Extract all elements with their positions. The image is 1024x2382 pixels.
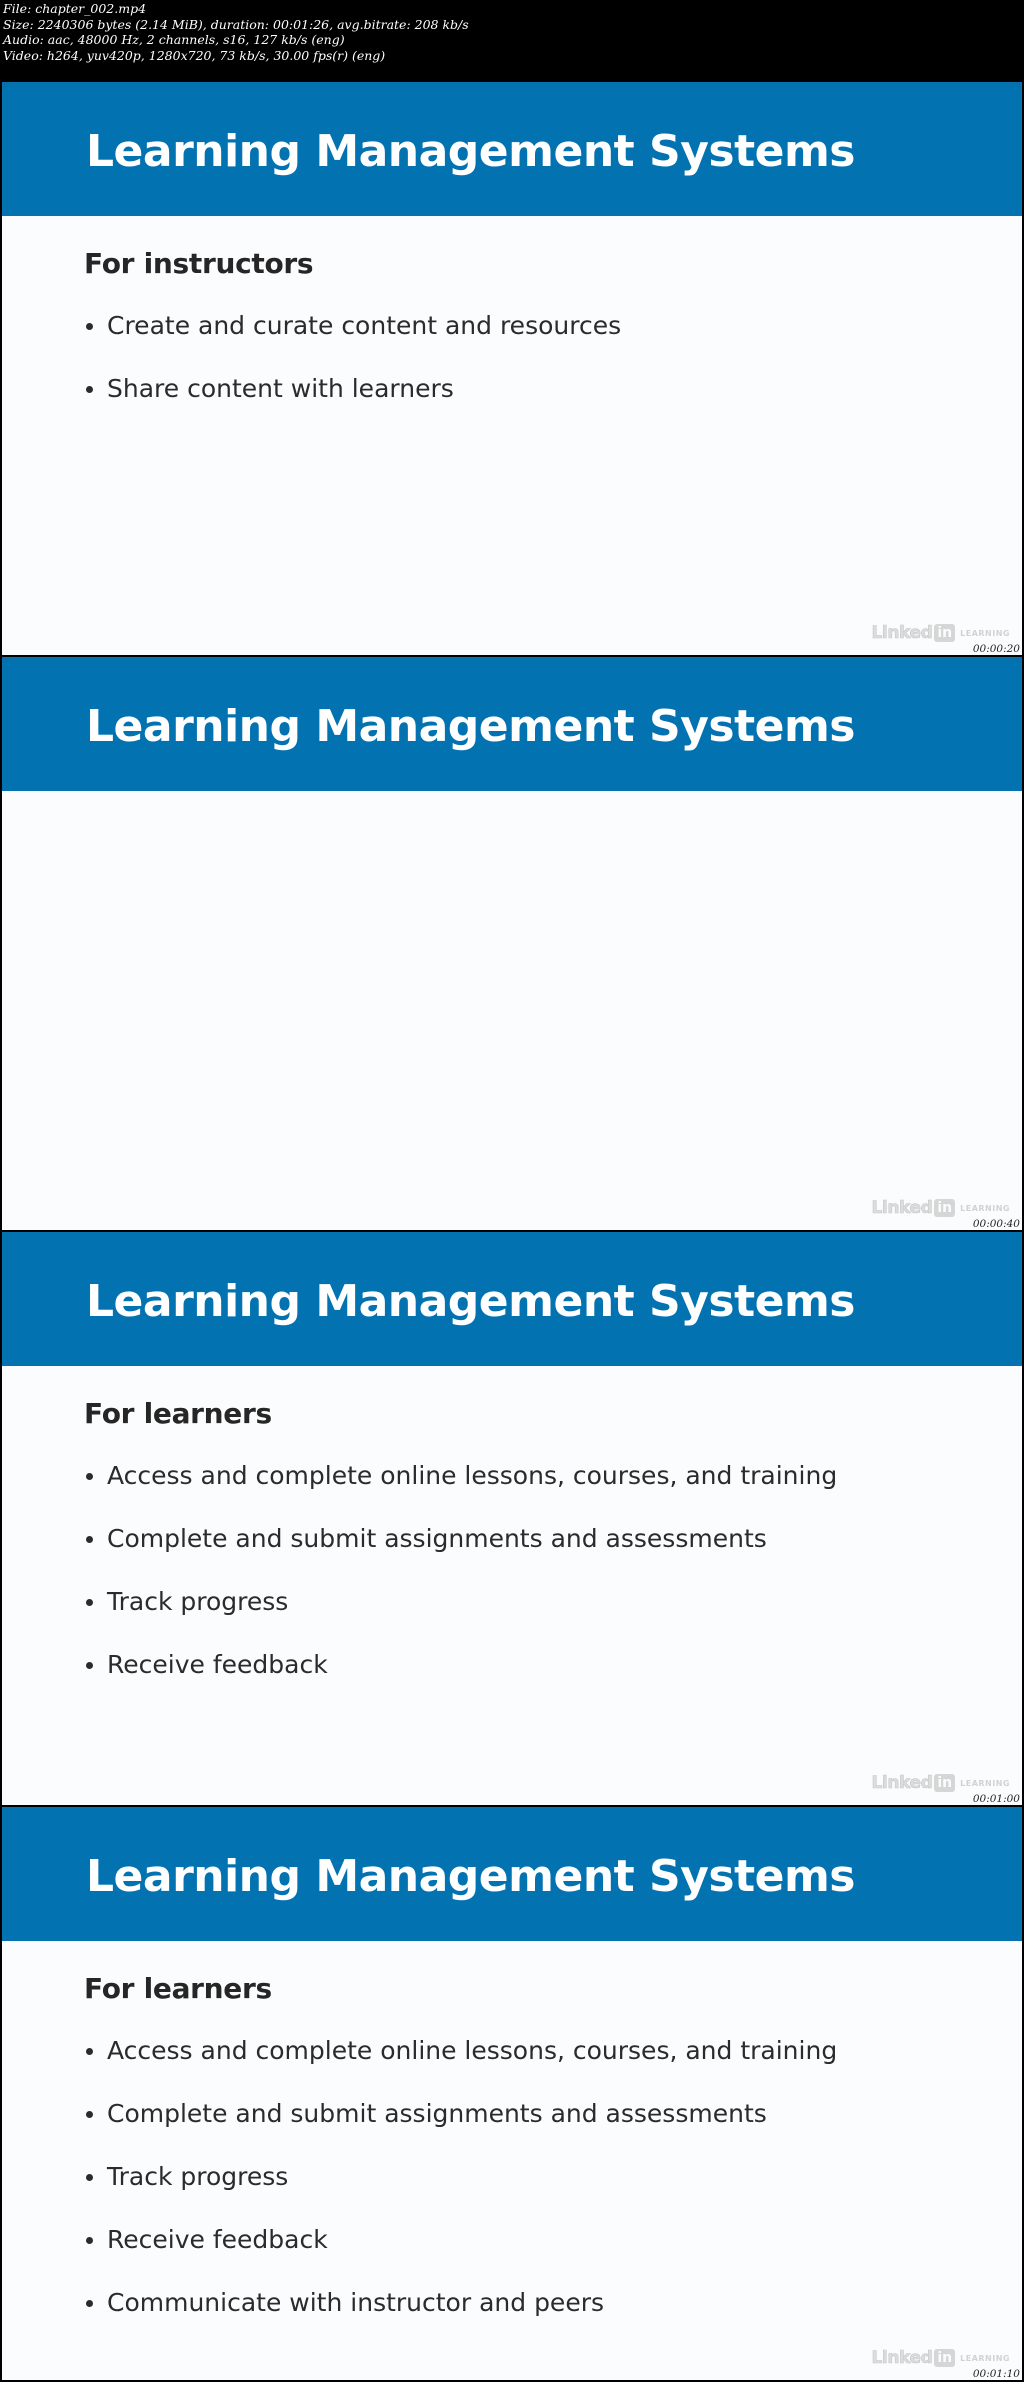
bullet-dot-icon <box>86 1599 93 1606</box>
bullet-item <box>86 2098 837 2161</box>
bullet-dot-icon <box>86 2237 93 2244</box>
video-frame-4 <box>2 1807 1022 2380</box>
bullet-item <box>86 2161 837 2224</box>
bullet-text: Complete and submit assignments and assessments <box>107 1524 767 1553</box>
bullet-list <box>86 1460 837 1712</box>
logo-learning-text: LEARNING <box>960 1778 1010 1788</box>
bullet-dot-icon <box>86 1473 93 1480</box>
video-frame-1 <box>2 82 1022 655</box>
logo-linked-text: Linked <box>871 623 933 643</box>
video-frame-2 <box>2 657 1022 1230</box>
title-band <box>2 657 1022 791</box>
file-info-line: File: chapter_002.mp4 <box>3 1 147 16</box>
bullet-item <box>86 2287 837 2350</box>
bullet-item <box>86 1649 837 1712</box>
bullet-text: Communicate with instructor and peers <box>107 2288 604 2317</box>
slide-title: Learning Management Systems <box>86 701 855 752</box>
audio-info-line: Audio: aac, 48000 Hz, 2 channels, s16, 127 kb/s (eng) <box>3 32 345 47</box>
linkedin-learning-logo <box>871 2348 1010 2368</box>
bullet-text: Receive feedback <box>107 1650 328 1679</box>
video-info-line: Video: h264, yuv420p, 1280x720, 73 kb/s, 30.00 fps(r) (eng) <box>3 47 386 63</box>
frame-timestamp: 00:01:00 <box>972 1793 1020 1805</box>
bullet-text: Track progress <box>107 1587 289 1616</box>
bullet-dot-icon <box>86 2048 93 2055</box>
bullet-text: Create and curate content and resources <box>107 311 622 340</box>
section-heading: For learners <box>84 1972 272 2005</box>
linkedin-learning-logo <box>871 1773 1010 1793</box>
logo-learning-text: LEARNING <box>960 1203 1010 1213</box>
bullet-dot-icon <box>86 1662 93 1669</box>
bullet-item <box>86 2035 837 2098</box>
logo-linked-text: Linked <box>871 1773 933 1793</box>
logo-learning-text: LEARNING <box>960 2353 1010 2363</box>
logo-in-badge: in <box>934 624 955 642</box>
logo-learning-text: LEARNING <box>960 628 1010 638</box>
bullet-text: Receive feedback <box>107 2225 328 2254</box>
bullet-list <box>86 310 621 436</box>
section-heading: For learners <box>84 1397 272 1430</box>
bullet-text: Track progress <box>107 2162 289 2191</box>
frame-timestamp: 00:00:20 <box>972 643 1020 655</box>
logo-in-badge: in <box>934 1774 955 1792</box>
frame-timestamp: 00:00:40 <box>972 1218 1020 1230</box>
bullet-item <box>86 1586 837 1649</box>
title-band <box>2 82 1022 216</box>
bullet-item <box>86 310 621 373</box>
bullet-text: Access and complete online lessons, courses, and training <box>107 1461 838 1490</box>
frame-timestamp: 00:01:10 <box>972 2368 1020 2380</box>
bullet-dot-icon <box>86 2300 93 2307</box>
logo-linked-text: Linked <box>871 2348 933 2368</box>
bullet-item <box>86 1460 837 1523</box>
linkedin-learning-logo <box>871 623 1010 643</box>
title-band <box>2 1807 1022 1941</box>
logo-linked-text: Linked <box>871 1198 933 1218</box>
section-heading: For instructors <box>84 247 314 280</box>
bullet-list <box>86 2035 837 2350</box>
bullet-dot-icon <box>86 323 93 330</box>
title-band <box>2 1232 1022 1366</box>
bullet-dot-icon <box>86 386 93 393</box>
file-info-header <box>0 0 1024 80</box>
logo-in-badge: in <box>934 1199 955 1217</box>
bullet-dot-icon <box>86 1536 93 1543</box>
video-frame-3 <box>2 1232 1022 1805</box>
bullet-dot-icon <box>86 2174 93 2181</box>
linkedin-learning-logo <box>871 1198 1010 1218</box>
bullet-dot-icon <box>86 2111 93 2118</box>
slide-title: Learning Management Systems <box>86 1851 855 1902</box>
slide-title: Learning Management Systems <box>86 1276 855 1327</box>
size-info-line: Size: 2240306 bytes (2.14 MiB), duration: 00:01:26, avg.bitrate: 208 kb/s <box>3 16 469 32</box>
bullet-text: Access and complete online lessons, courses, and training <box>107 2036 838 2065</box>
bullet-item <box>86 1523 837 1586</box>
bullet-text: Complete and submit assignments and assessments <box>107 2099 767 2128</box>
logo-in-badge: in <box>934 2349 955 2367</box>
bullet-item <box>86 2224 837 2287</box>
bullet-item <box>86 373 621 436</box>
bullet-text: Share content with learners <box>107 374 454 403</box>
slide-title: Learning Management Systems <box>86 126 855 177</box>
